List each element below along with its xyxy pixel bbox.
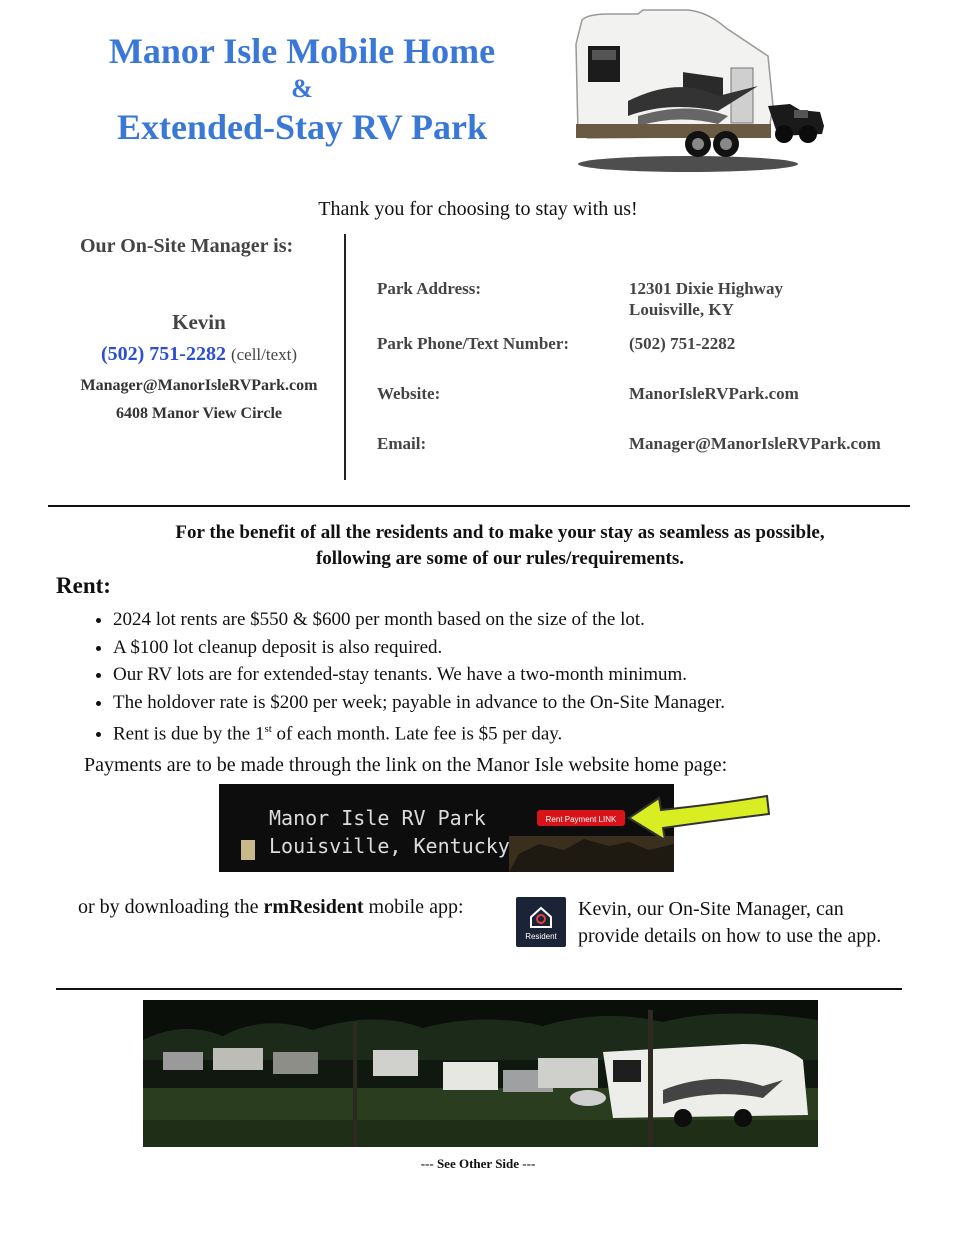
website-banner-image[interactable] (219, 784, 771, 872)
rent-rule-item: • The holdover rate is $200 per week; payable in advance to the On-Site Manager. (113, 689, 913, 717)
rent-heading: Rent: (56, 573, 111, 598)
rmresident-app-icon[interactable] (516, 897, 566, 947)
rent-rules-list (86, 606, 913, 748)
app-icon-label: Resident (525, 932, 557, 941)
app-name: rmResident (263, 896, 364, 918)
app-desc-line2: provide details on how to use the app. (578, 925, 882, 947)
rent-rule-item: • A $100 lot cleanup deposit is also required. (113, 634, 913, 662)
title-line-3: Extended-Stay RV Park (116, 107, 488, 147)
park-address-value (629, 278, 783, 320)
rent-rule-item-due (113, 716, 913, 748)
app-download-text (78, 896, 464, 919)
manager-address: 6408 Manor View Circle (115, 405, 283, 422)
park-address-line1: 12301 Dixie Highway (629, 279, 783, 298)
manager-heading: Our On-Site Manager is: (80, 235, 294, 257)
manager-phone-line (40, 343, 358, 366)
manager-phone-note: (cell/text) (230, 345, 298, 364)
rent-rule-item: • 2024 lot rents are $550 & $600 per month based on the size of the lot. (113, 606, 913, 634)
park-address-line2: Louisville, KY (629, 300, 734, 319)
rent-due-text: Rent is due by the 1 (113, 723, 265, 745)
rv-trailer-image (568, 6, 830, 176)
website-value[interactable]: ManorIsleRVPark.com (629, 384, 799, 403)
rules-intro (0, 520, 956, 572)
park-photo (143, 1000, 818, 1147)
app-text-after: mobile app: (363, 896, 464, 918)
rent-rule-item: • Our RV lots are for extended-stay tenants. We have a two-month minimum. (113, 661, 913, 689)
manager-phone-link[interactable]: (502) 751-2282 (100, 343, 226, 365)
email-value[interactable]: Manager@ManorIsleRVPark.com (629, 434, 881, 453)
website-label: Website: (377, 384, 441, 403)
see-other-side-footer: --- See Other Side --- (420, 1156, 536, 1171)
horizontal-divider-bottom (56, 988, 902, 990)
app-description (578, 896, 918, 950)
vertical-divider (344, 234, 346, 480)
app-text-before: or by downloading the (78, 896, 264, 918)
park-address-label: Park Address: (377, 279, 482, 298)
rules-intro-line2: following are some of our rules/requirements. (315, 548, 684, 569)
rules-intro-line1: For the benefit of all the residents and to make your stay as seamless as possible, (175, 522, 825, 543)
title-ampersand: & (291, 74, 313, 103)
thank-you-text: Thank you for choosing to stay with us! (318, 198, 638, 220)
payment-instructions: Payments are to be made through the link on the Manor Isle website home page: (84, 754, 728, 776)
horizontal-divider-top (48, 505, 910, 507)
banner-line2: Louisville, Kentucky (269, 834, 510, 858)
rent-due-text-after: of each month. Late fee is $5 per day. (271, 723, 563, 745)
app-desc-line1: Kevin, our On-Site Manager, can (578, 898, 844, 920)
house-icon (516, 897, 566, 933)
rent-due-sup: st (264, 723, 272, 735)
email-label: Email: (377, 434, 427, 453)
park-phone-value[interactable]: (502) 751-2282 (629, 334, 736, 353)
rent-payment-link-label[interactable]: Rent Payment LINK (545, 815, 617, 824)
banner-line1: Manor Isle RV Park (269, 806, 486, 830)
manager-name: Kevin (172, 310, 226, 334)
manager-email[interactable]: Manager@ManorIsleRVPark.com (80, 377, 318, 394)
park-phone-label: Park Phone/Text Number: (377, 334, 570, 353)
title-line-1: Manor Isle Mobile Home (108, 31, 496, 71)
